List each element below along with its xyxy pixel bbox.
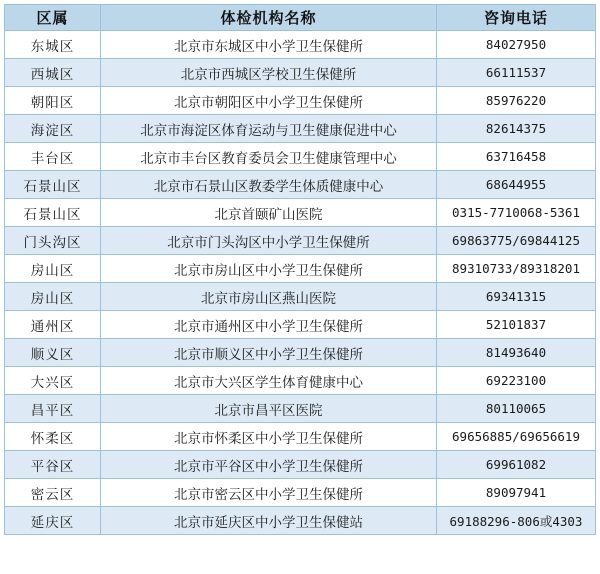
phone-cell: 89310733/89318201 (437, 255, 596, 283)
district-cell: 房山区 (5, 255, 101, 283)
district-cell: 西城区 (5, 59, 101, 87)
phone-cell: 89097941 (437, 479, 596, 507)
district-cell: 顺义区 (5, 339, 101, 367)
institution-cell: 北京市门头沟区中小学卫生保健所 (101, 227, 437, 255)
phone-cell: 69223100 (437, 367, 596, 395)
district-cell: 海淀区 (5, 115, 101, 143)
institution-cell: 北京市延庆区中小学卫生保健站 (101, 507, 437, 535)
district-cell: 石景山区 (5, 199, 101, 227)
institution-cell: 北京市石景山区教委学生体质健康中心 (101, 171, 437, 199)
institution-cell: 北京市昌平区医院 (101, 395, 437, 423)
table-row (5, 339, 596, 367)
institution-table (4, 4, 596, 535)
phone-cell: 80110065 (437, 395, 596, 423)
district-cell: 平谷区 (5, 451, 101, 479)
district-cell: 石景山区 (5, 171, 101, 199)
table-row (5, 479, 596, 507)
table-row (5, 367, 596, 395)
phone-cell: 69961082 (437, 451, 596, 479)
district-cell: 怀柔区 (5, 423, 101, 451)
institution-cell: 北京市房山区燕山医院 (101, 283, 437, 311)
institution-table-container (4, 4, 595, 535)
institution-cell: 北京市东城区中小学卫生保健所 (101, 31, 437, 59)
table-row (5, 423, 596, 451)
phone-cell: 52101837 (437, 311, 596, 339)
phone-cell: 81493640 (437, 339, 596, 367)
phone-cell: 68644955 (437, 171, 596, 199)
district-cell: 大兴区 (5, 367, 101, 395)
table-row (5, 507, 596, 535)
header-phone: 咨询电话 (437, 5, 596, 31)
institution-cell: 北京市平谷区中小学卫生保健所 (101, 451, 437, 479)
institution-cell: 北京市通州区中小学卫生保健所 (101, 311, 437, 339)
table-header (5, 5, 596, 31)
institution-cell: 北京市丰台区教育委员会卫生健康管理中心 (101, 143, 437, 171)
phone-cell: 0315-7710068-5361 (437, 199, 596, 227)
table-row (5, 171, 596, 199)
district-cell: 密云区 (5, 479, 101, 507)
institution-cell: 北京市顺义区中小学卫生保健所 (101, 339, 437, 367)
phone-cell: 85976220 (437, 87, 596, 115)
table-row (5, 311, 596, 339)
district-cell: 昌平区 (5, 395, 101, 423)
table-row (5, 283, 596, 311)
institution-cell: 北京市朝阳区中小学卫生保健所 (101, 87, 437, 115)
header-institution-name: 体检机构名称 (101, 5, 437, 31)
district-cell: 延庆区 (5, 507, 101, 535)
table-row (5, 395, 596, 423)
institution-cell: 北京市怀柔区中小学卫生保健所 (101, 423, 437, 451)
table-row (5, 87, 596, 115)
institution-cell: 北京市海淀区体育运动与卫生健康促进中心 (101, 115, 437, 143)
institution-cell: 北京首颐矿山医院 (101, 199, 437, 227)
table-row (5, 199, 596, 227)
phone-cell: 69188296-806或4303 (437, 507, 596, 535)
header-district: 区属 (5, 5, 101, 31)
phone-cell: 66111537 (437, 59, 596, 87)
phone-cell: 69656885/69656619 (437, 423, 596, 451)
institution-cell: 北京市房山区中小学卫生保健所 (101, 255, 437, 283)
district-cell: 房山区 (5, 283, 101, 311)
table-row (5, 115, 596, 143)
table-row (5, 451, 596, 479)
institution-cell: 北京市大兴区学生体育健康中心 (101, 367, 437, 395)
table-row (5, 255, 596, 283)
district-cell: 通州区 (5, 311, 101, 339)
header-row (5, 5, 596, 31)
institution-cell: 北京市密云区中小学卫生保健所 (101, 479, 437, 507)
phone-cell: 63716458 (437, 143, 596, 171)
institution-cell: 北京市西城区学校卫生保健所 (101, 59, 437, 87)
district-cell: 东城区 (5, 31, 101, 59)
phone-cell: 69341315 (437, 283, 596, 311)
district-cell: 朝阳区 (5, 87, 101, 115)
phone-cell: 82614375 (437, 115, 596, 143)
phone-cell: 69863775/69844125 (437, 227, 596, 255)
table-row (5, 31, 596, 59)
district-cell: 丰台区 (5, 143, 101, 171)
table-body (5, 31, 596, 535)
table-row (5, 227, 596, 255)
phone-cell: 84027950 (437, 31, 596, 59)
district-cell: 门头沟区 (5, 227, 101, 255)
table-row (5, 59, 596, 87)
table-row (5, 143, 596, 171)
